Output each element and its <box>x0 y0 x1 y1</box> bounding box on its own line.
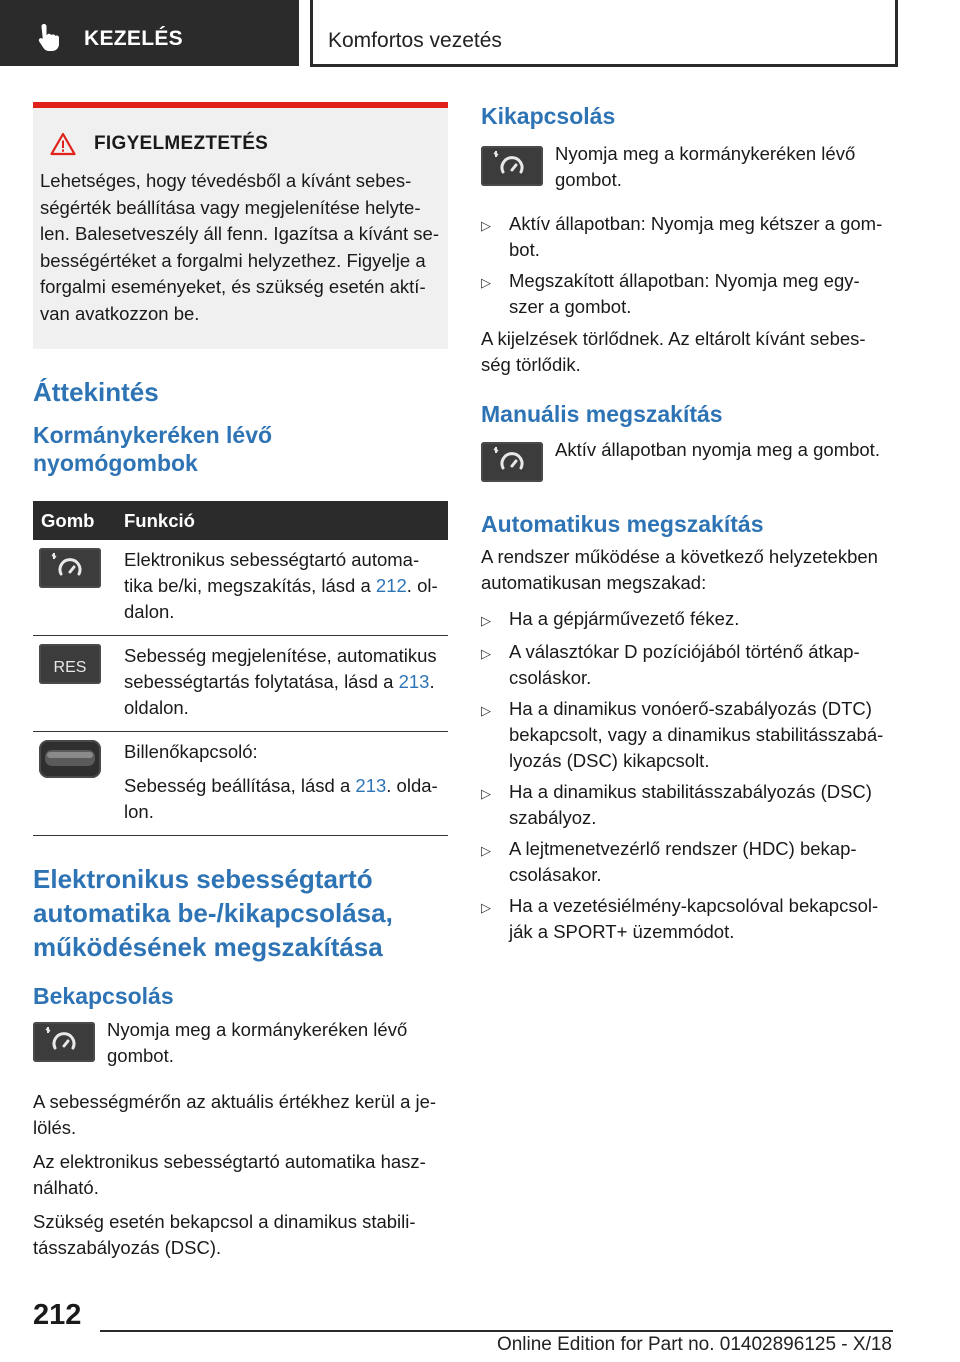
warning-text <box>40 168 440 327</box>
chapter-title: Komfortos vezetés <box>328 29 502 52</box>
heading-line: Elektronikus sebességtartó <box>33 864 373 894</box>
text-line: ják a SPORT+ üzemmódot. <box>509 921 735 942</box>
cell-text: . <box>429 671 435 692</box>
bullet-triangle-icon: ▷ <box>481 900 491 915</box>
table-cell-icon <box>33 636 117 732</box>
rocker-switch-icon <box>39 740 101 778</box>
text-line: szer a gombot. <box>509 296 632 317</box>
off-instruction <box>481 143 893 193</box>
left-column <box>33 102 448 1261</box>
table-cell-text <box>117 540 448 636</box>
text-line: gombot. <box>555 169 622 190</box>
text-line: Aktív állapotban: Nyomja meg kétszer a gom- <box>509 213 883 234</box>
table-cell-text <box>117 636 448 732</box>
warning-box <box>33 102 448 349</box>
res-button-icon <box>39 644 101 684</box>
warning-header <box>50 132 440 156</box>
text-line: bot. <box>509 239 540 260</box>
text-line: A lejtmenetvezérlő rendszer (HDC) bekap- <box>509 838 857 859</box>
cruise-control-button-icon <box>33 1022 95 1062</box>
off-heading: Kikapcsolás <box>481 103 616 129</box>
list-item-text <box>509 779 872 831</box>
text-line: Ha a gépjárművezető fékez. <box>509 608 740 629</box>
table-cell-text <box>117 732 448 836</box>
list-item-text <box>509 836 857 888</box>
text-line: A választókar D pozíciójából történő átkap- <box>509 641 860 662</box>
table-row <box>33 636 448 732</box>
bullet-triangle-icon: ▷ <box>481 786 491 801</box>
page-number: 212 <box>33 1299 82 1331</box>
page-link[interactable]: 212 <box>375 575 407 596</box>
list-item <box>481 606 893 634</box>
list-item-text <box>509 639 860 691</box>
text-line: Nyomja meg a kormánykeréken lévő <box>107 1019 408 1040</box>
table-cell-icon <box>33 732 117 836</box>
page-link[interactable]: 213 <box>355 775 387 796</box>
list-item <box>481 696 893 774</box>
section-label: KEZELÉS <box>84 27 183 50</box>
chapter-header <box>310 0 898 67</box>
text-line: lyozás (DSC) kikapcsolt. <box>509 750 710 771</box>
cell-text: . ol- <box>406 575 438 596</box>
list-item-text <box>509 893 878 945</box>
table-cell-icon <box>33 540 117 636</box>
edition-text: Online Edition for Part no. 01402896125 - X/18 <box>496 1334 892 1355</box>
text-line: Ha a dinamikus stabilitásszabályozás (DSC) <box>509 781 872 802</box>
table-header-row <box>33 501 448 540</box>
manual-instruction <box>481 439 893 482</box>
list-item <box>481 268 893 320</box>
list-item-text <box>509 268 860 320</box>
bullet-triangle-icon: ▷ <box>481 646 491 661</box>
warning-line: ségérték beállítása vagy megjelenítése helyte- <box>40 196 421 218</box>
text-line: A rendszer működése a következő helyzetekben <box>481 546 878 567</box>
section-tab <box>0 0 299 66</box>
warning-line: len. Balesetveszély áll fenn. Igazítsa a kívánt se- <box>40 223 439 244</box>
bullet-triangle-icon: ▷ <box>481 843 491 858</box>
heading-line: automatika be-/kikapcsolása, <box>33 898 393 928</box>
cruise-control-button-icon <box>481 146 543 186</box>
column-header: Funkció <box>117 501 448 540</box>
right-column <box>481 102 893 945</box>
paragraph <box>33 1209 448 1261</box>
warning-line: bességértéket a forgalmi helyzethez. Figyelje a <box>40 249 426 271</box>
paragraph <box>481 326 893 378</box>
buttons-subheading <box>33 421 448 477</box>
warning-triangle-icon <box>50 132 76 156</box>
bullet-triangle-icon: ▷ <box>481 613 491 628</box>
cell-line: oldalon. <box>124 697 189 718</box>
heading-line: működésének megszakítása <box>33 932 383 962</box>
cell-text: . olda- <box>386 775 438 796</box>
on-instruction <box>33 1019 448 1069</box>
cell-line <box>124 669 446 695</box>
cruise-control-button-icon <box>481 442 543 482</box>
text-line: bekapcsolt, vagy a dinamikus stabilitásszabá- <box>509 724 884 745</box>
list-item <box>481 211 893 263</box>
on-heading: Bekapcsolás <box>33 983 174 1009</box>
bullet-triangle-icon: ▷ <box>481 703 491 718</box>
cruise-control-button-icon <box>39 548 101 588</box>
text-line: ség törlődik. <box>481 354 581 375</box>
table-row <box>33 732 448 836</box>
list-item <box>481 836 893 888</box>
cell-line: dalon. <box>124 601 175 622</box>
list-item-text <box>509 696 883 774</box>
hand-pointer-icon <box>36 22 64 52</box>
text-line: nálható. <box>33 1177 99 1198</box>
paragraph <box>481 544 893 596</box>
text-line: tásszabályozás (DSC). <box>33 1237 222 1258</box>
subheading-line: Kormánykeréken lévő <box>33 422 273 448</box>
table-row <box>33 540 448 636</box>
cell-line <box>124 573 446 599</box>
text-line: Nyomja meg a kormánykeréken lévő <box>555 143 856 164</box>
warning-line: forgalmi eseményeket, és szükség esetén aktí- <box>40 276 426 297</box>
text-line: csolásakor. <box>509 864 602 885</box>
paragraph <box>33 1149 448 1201</box>
text-line: Szükség esetén bekapcsol a dinamikus stabili- <box>33 1211 416 1232</box>
footer-divider <box>100 1330 893 1332</box>
cell-text: Sebesség beállítása, lásd a <box>124 775 356 796</box>
warning-title: FIGYELMEZTETÉS <box>94 133 269 154</box>
list-item <box>481 779 893 831</box>
overview-heading: Áttekintés <box>33 377 159 407</box>
text-line: Ha a vezetésiélmény-kapcsolóval bekapcsol- <box>509 895 879 916</box>
list-item-text <box>509 606 739 634</box>
cell-line: Billenőkapcsoló: <box>124 741 258 762</box>
column-header: Gomb <box>33 501 117 540</box>
paragraph <box>33 1089 448 1141</box>
text-line: lölés. <box>33 1117 77 1138</box>
text-line: Az elektronikus sebességtartó automatika hasz- <box>33 1151 426 1172</box>
subheading-line: nyomógombok <box>33 450 198 476</box>
instruction-text: Aktív állapotban nyomja meg a gombot. <box>555 439 880 460</box>
cell-line <box>124 773 446 799</box>
text-line: szabályoz. <box>509 807 597 828</box>
list-item-text <box>509 211 882 263</box>
text-line: A sebességmérőn az aktuális értékhez kerül a je- <box>33 1091 437 1112</box>
cell-text: sebességtartás folytatása, lásd a <box>124 671 399 692</box>
list-item <box>481 639 893 691</box>
text-line: Megszakított állapotban: Nyomja meg egy- <box>509 270 860 291</box>
instruction-text <box>107 1017 407 1069</box>
res-label: RES <box>53 659 87 676</box>
cell-line: Elektronikus sebességtartó automa- <box>124 549 420 570</box>
auto-heading: Automatikus megszakítás <box>481 511 764 537</box>
section-heading <box>33 862 448 964</box>
text-line: csoláskor. <box>509 667 592 688</box>
page-link[interactable]: 213 <box>398 671 430 692</box>
manual-heading: Manuális megszakítás <box>481 401 723 427</box>
list-item <box>481 893 893 945</box>
buttons-table <box>33 501 448 836</box>
instruction-text <box>555 141 855 193</box>
warning-line: van avatkozzon be. <box>40 302 200 324</box>
cell-line: Sebesség megjelenítése, automatikus <box>124 645 437 666</box>
cell-text: tika be/ki, megszakítás, lásd a <box>124 575 376 596</box>
bullet-triangle-icon: ▷ <box>481 218 491 233</box>
warning-line: Lehetséges, hogy tévedésből a kívánt sebes- <box>40 170 412 191</box>
text-line: Ha a dinamikus vonóerő-szabályozás (DTC) <box>509 698 872 719</box>
cell-line: lon. <box>124 801 154 822</box>
bullet-triangle-icon: ▷ <box>481 275 491 290</box>
text-line: automatikusan megszakad: <box>481 572 707 593</box>
text-line: gombot. <box>107 1045 174 1066</box>
text-line: A kijelzések törlődnek. Az eltárolt kívánt sebes- <box>481 328 866 349</box>
